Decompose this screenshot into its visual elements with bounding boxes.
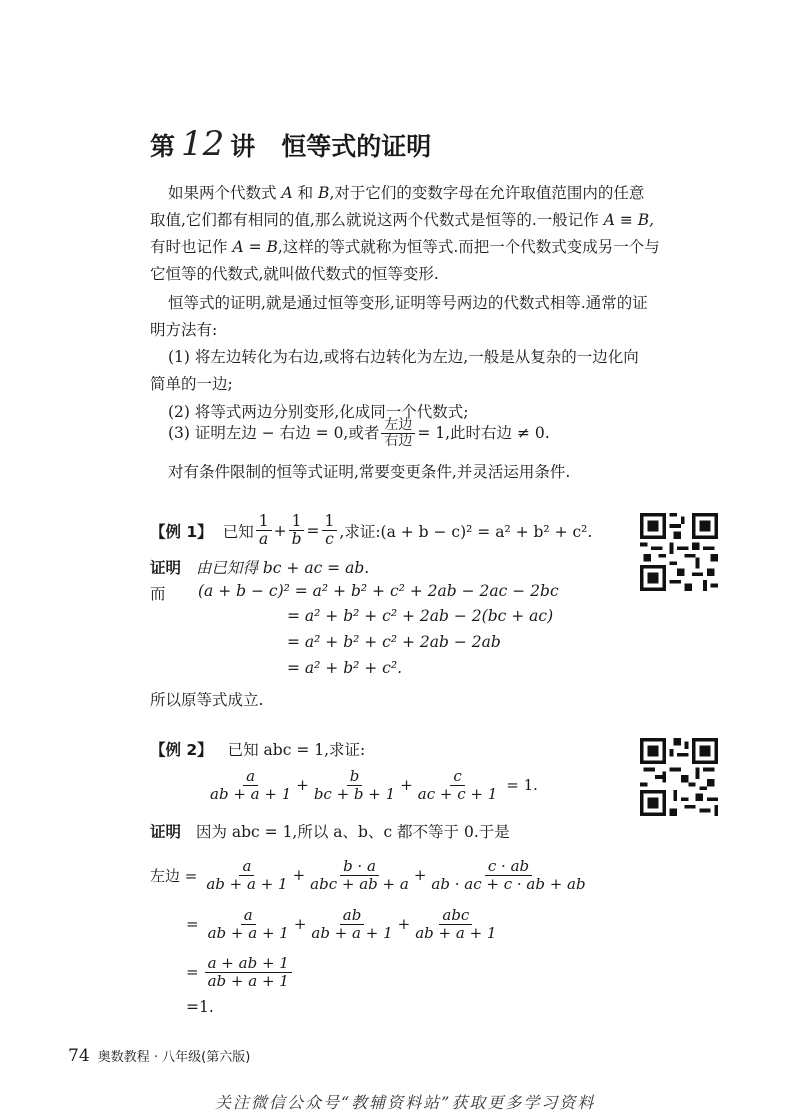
- watermark-text: 关注微信公众号“教辅资料站”获取更多学习资料: [215, 1093, 596, 1112]
- book-title: 奥数教程 · 八年级(第六版): [97, 1050, 251, 1065]
- intro-line: 它恒等的代数式,就叫做代数式的恒等变形.: [150, 265, 439, 283]
- page-number: 74: [68, 1046, 90, 1066]
- intro-line: 对有条件限制的恒等式证明,常要变更条件,并灵活运用条件.: [168, 463, 571, 481]
- proof-label: 证明: [150, 823, 182, 841]
- proof-step: = $\frac{a + ab + 1}{ab + a + 1}$: [186, 955, 294, 989]
- proof-step: =1.: [186, 998, 214, 1016]
- proof-label: 证明: [150, 559, 182, 577]
- example-2-statement: 【例 2】 已知 abc = 1,求证:: [150, 741, 366, 759]
- method-line: (2) 将等式两边分别变形,化成同一个代数式;: [168, 403, 469, 421]
- proof-line: 证明 由已知得 bc + ac = ab.: [150, 559, 370, 577]
- example-tag: 【例 2】: [150, 741, 213, 759]
- title-suffix: 讲: [230, 132, 256, 161]
- proof-er: 而: [150, 585, 166, 603]
- qr-code-icon[interactable]: [640, 513, 718, 591]
- proof-step: = a² + b² + c² + 2ab − 2ab: [287, 633, 501, 651]
- intro-line: 明方法有:: [150, 321, 218, 339]
- proof-conclusion: 所以原等式成立.: [150, 691, 264, 709]
- proof-step: 左边 = $\frac{a}{ab + a + 1}$ + $\frac{b \cdot a}{\text{abc + ab + a}}$ + $\frac{c \cdot ab}{ab \cdot ac + c \cdot ab + ab}$: [150, 857, 586, 893]
- proof-step: = a² + b² + c².: [287, 659, 403, 677]
- page-title: [150, 124, 431, 164]
- proof-step: = a² + b² + c² + 2ab − 2(bc + ac): [287, 607, 554, 625]
- qr-code-icon: [640, 513, 718, 591]
- proof-line: 证明 因为 abc = 1,所以 a、b、c 都不等于 0.于是: [150, 823, 510, 841]
- method-line: (1) 将左边转化为右边,或将右边转化为左边,一般是从复杂的一边化向: [168, 348, 639, 366]
- lecture-topic: 恒等式的证明: [281, 132, 432, 161]
- intro-line: 恒等式的证明,就是通过恒等变形,证明等号两边的代数式相等.通常的证: [168, 294, 648, 312]
- proof-step: (a + b − c)² = a² + b² + c² + 2ab − 2ac − 2bc: [198, 582, 559, 600]
- example-1-statement: 【例 1】 已知 $\frac{1}{a}$ + $\frac{1}{b}$ = $\frac{1}{c}$ ,求证:(a + b − c)² = a² + b² + c².: [150, 512, 593, 549]
- intro-line: 有时也记作 A = B,这样的等式就称为恒等式.而把一个代数式变成另一个与: [150, 238, 660, 256]
- intro-line: 取值,它们都有相同的值,那么就说这两个代数式是恒等的.一般记作 A ≡ B,: [150, 211, 655, 229]
- qr-code-icon[interactable]: [640, 738, 718, 816]
- example-2-identity: $\frac{a}{ab + a + 1}$ + $\frac{b}{bc + b + 1}$ + $\frac{c}{ac + c + 1}$ = 1.: [210, 767, 538, 803]
- example-tag: 【例 1】: [150, 522, 213, 541]
- intro-line: 如果两个代数式 A 和 B,对于它们的变数字母在允许取值范围内的任意: [168, 184, 645, 202]
- method-line: 简单的一边;: [150, 375, 233, 393]
- proof-step: = $\frac{a}{ab + a + 1}$ + $\frac{ab}{ab + a + 1}$ + $\frac{\text{abc}}{ab + a + 1}$: [186, 906, 497, 942]
- method-line: (3) 证明左边 − 右边 = 0,或者 $\frac{\text{左边}}{\text{右边}}$ = 1,此时右边 ≠ 0.: [168, 417, 550, 450]
- qr-code-icon: [640, 738, 718, 816]
- lecture-number: 12: [181, 124, 225, 164]
- page-footer: [68, 1046, 250, 1066]
- title-prefix: 第: [150, 132, 176, 161]
